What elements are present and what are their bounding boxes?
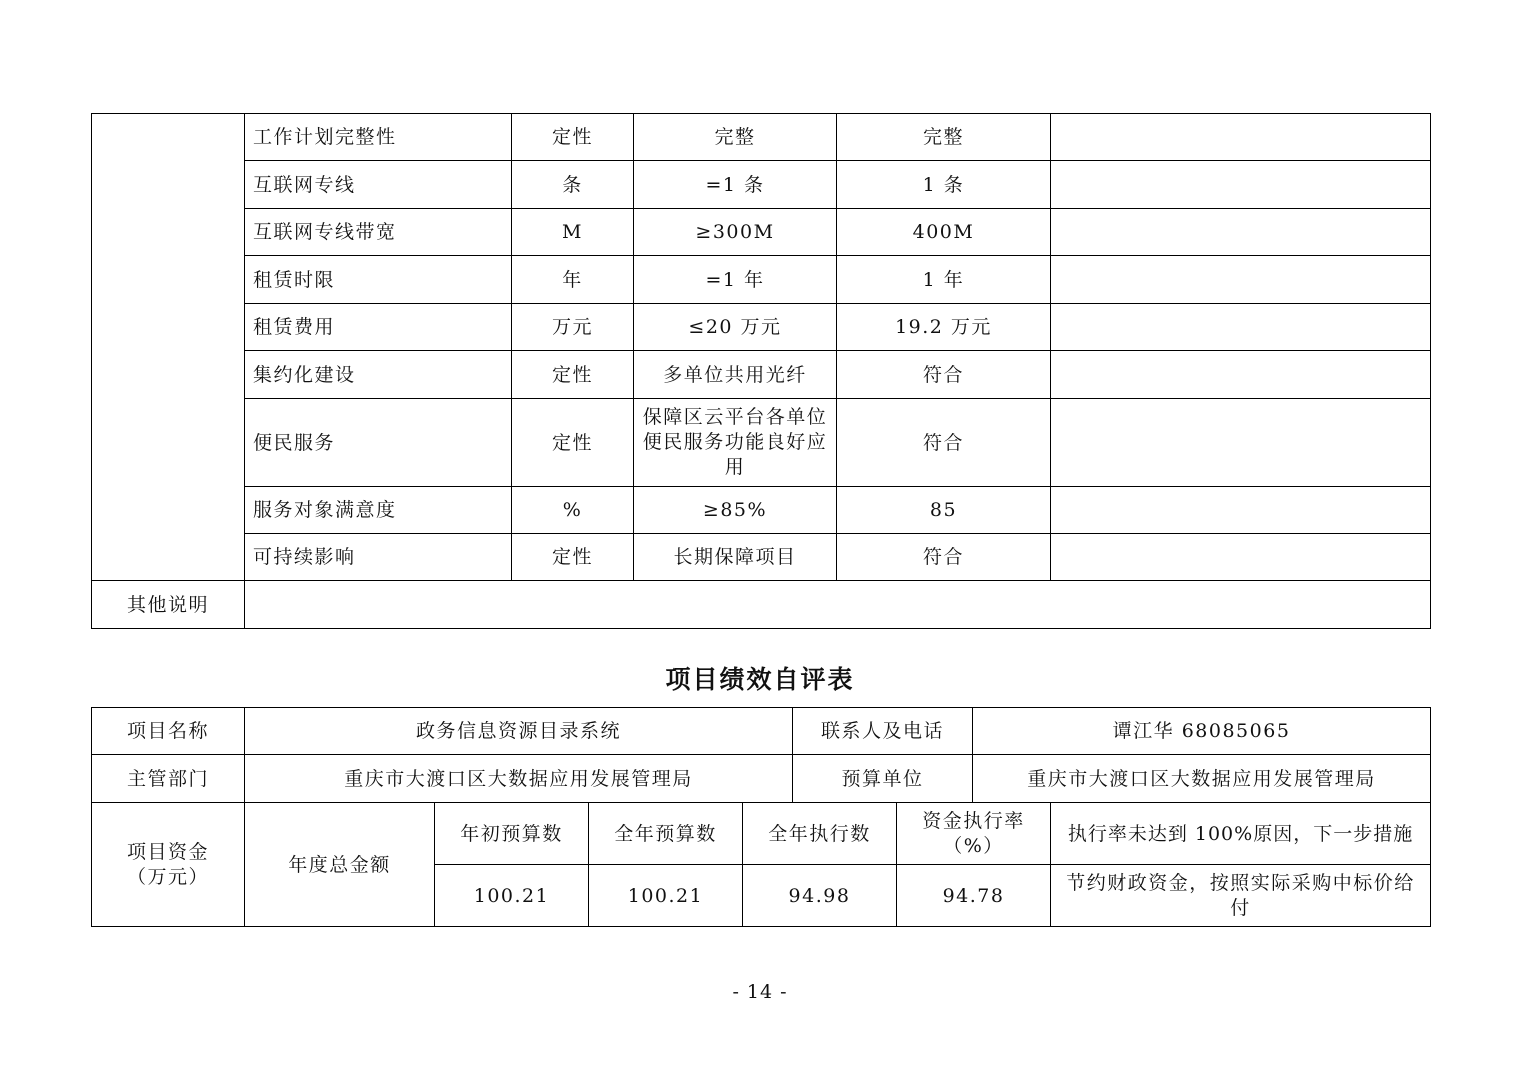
table-row bbox=[92, 708, 1431, 755]
indicator-note bbox=[1051, 256, 1431, 304]
indicator-actual: 符合 bbox=[837, 534, 1051, 581]
dept-label: 主管部门 bbox=[92, 755, 245, 803]
indicator-target: 多单位共用光纤 bbox=[634, 351, 837, 399]
indicator-name: 工作计划完整性 bbox=[245, 114, 512, 161]
annual-exec-header: 全年执行数 bbox=[743, 803, 897, 865]
indicator-actual: 符合 bbox=[837, 399, 1051, 487]
page-number: - 14 - bbox=[732, 981, 788, 1003]
table-row bbox=[92, 755, 1431, 803]
annual-budget-value: 100.21 bbox=[589, 865, 743, 927]
contact-label: 联系人及电话 bbox=[793, 708, 973, 755]
indicator-actual: 85 bbox=[837, 487, 1051, 534]
indicator-target: ≤20 万元 bbox=[634, 304, 837, 351]
indicator-unit: 万元 bbox=[512, 304, 634, 351]
indicator-actual: 400M bbox=[837, 209, 1051, 256]
indicator-target: ≥85% bbox=[634, 487, 837, 534]
indicator-unit: 定性 bbox=[512, 399, 634, 487]
table-row bbox=[92, 209, 1431, 256]
project-name-value: 政务信息资源目录系统 bbox=[245, 708, 793, 755]
indicator-unit: 定性 bbox=[512, 351, 634, 399]
indicator-name: 服务对象满意度 bbox=[245, 487, 512, 534]
exec-rate-value: 94.78 bbox=[897, 865, 1051, 927]
budget-unit-value: 重庆市大渡口区大数据应用发展管理局 bbox=[973, 755, 1431, 803]
indicator-actual: 1 年 bbox=[837, 256, 1051, 304]
table-row bbox=[92, 399, 1431, 487]
indicator-unit: M bbox=[512, 209, 634, 256]
indicator-unit: 定性 bbox=[512, 534, 634, 581]
indicator-unit: % bbox=[512, 487, 634, 534]
indicator-target: =1 年 bbox=[634, 256, 837, 304]
indicator-note bbox=[1051, 399, 1431, 487]
project-name-label: 项目名称 bbox=[92, 708, 245, 755]
table-row bbox=[92, 534, 1431, 581]
indicator-note bbox=[1051, 209, 1431, 256]
indicator-actual: 19.2 万元 bbox=[837, 304, 1051, 351]
indicator-actual: 完整 bbox=[837, 114, 1051, 161]
table-row bbox=[92, 803, 1431, 865]
table-row bbox=[92, 581, 1431, 629]
indicator-name: 集约化建设 bbox=[245, 351, 512, 399]
funds-label: 项目资金（万元） bbox=[92, 803, 245, 927]
indicator-note bbox=[1051, 351, 1431, 399]
indicator-name: 互联网专线带宽 bbox=[245, 209, 512, 256]
indicator-unit: 定性 bbox=[512, 114, 634, 161]
indicator-target: 长期保障项目 bbox=[634, 534, 837, 581]
indicator-note bbox=[1051, 534, 1431, 581]
contact-value: 谭江华 68085065 bbox=[973, 708, 1431, 755]
annual-exec-value: 94.98 bbox=[743, 865, 897, 927]
indicator-table bbox=[91, 113, 1431, 629]
self-evaluation-table bbox=[91, 707, 1431, 927]
indicator-actual: 符合 bbox=[837, 351, 1051, 399]
indicator-name: 互联网专线 bbox=[245, 161, 512, 209]
table-row bbox=[92, 351, 1431, 399]
indicator-group-cell bbox=[92, 114, 245, 581]
form-title: 项目绩效自评表 bbox=[665, 665, 855, 694]
indicator-note bbox=[1051, 114, 1431, 161]
indicator-name: 可持续影响 bbox=[245, 534, 512, 581]
initial-budget-value: 100.21 bbox=[435, 865, 589, 927]
indicator-name: 便民服务 bbox=[245, 399, 512, 487]
indicator-target: ≥300M bbox=[634, 209, 837, 256]
reason-value: 节约财政资金，按照实际采购中标价给付 bbox=[1051, 865, 1431, 927]
indicator-actual: 1 条 bbox=[837, 161, 1051, 209]
indicator-target: =1 条 bbox=[634, 161, 837, 209]
reason-header: 执行率未达到 100%原因，下一步措施 bbox=[1051, 803, 1431, 865]
indicator-target: 保障区云平台各单位便民服务功能良好应用 bbox=[634, 399, 837, 487]
indicator-table-body bbox=[92, 114, 1431, 629]
table-row bbox=[92, 304, 1431, 351]
table-row bbox=[92, 161, 1431, 209]
other-notes-label: 其他说明 bbox=[92, 581, 245, 629]
annual-total-label: 年度总金额 bbox=[245, 803, 435, 927]
table-row bbox=[92, 256, 1431, 304]
dept-value: 重庆市大渡口区大数据应用发展管理局 bbox=[245, 755, 793, 803]
other-notes-value bbox=[245, 581, 1431, 629]
initial-budget-header: 年初预算数 bbox=[435, 803, 589, 865]
indicator-note bbox=[1051, 487, 1431, 534]
exec-rate-header: 资金执行率（%） bbox=[897, 803, 1051, 865]
indicator-unit: 年 bbox=[512, 256, 634, 304]
budget-unit-label: 预算单位 bbox=[793, 755, 973, 803]
indicator-name: 租赁费用 bbox=[245, 304, 512, 351]
annual-budget-header: 全年预算数 bbox=[589, 803, 743, 865]
indicator-target: 完整 bbox=[634, 114, 837, 161]
indicator-note bbox=[1051, 161, 1431, 209]
table-row bbox=[92, 487, 1431, 534]
table-row bbox=[92, 114, 1431, 161]
indicator-unit: 条 bbox=[512, 161, 634, 209]
indicator-note bbox=[1051, 304, 1431, 351]
indicator-name: 租赁时限 bbox=[245, 256, 512, 304]
